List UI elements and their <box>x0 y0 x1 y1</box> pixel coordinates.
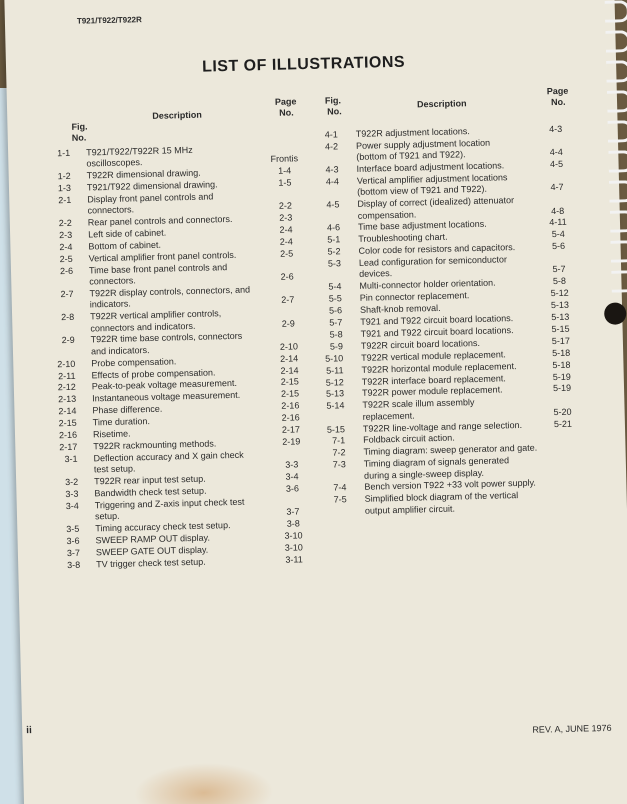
figure-description: (bottom view of T921 and T922). <box>357 184 488 198</box>
figure-description: Simplified block diagram of the vertical <box>364 490 519 505</box>
binder-ring <box>611 270 627 293</box>
figure-number: 5-2 <box>327 246 341 257</box>
binder-ring <box>610 210 627 233</box>
page-reference: 3-10 <box>284 530 303 541</box>
figure-description: Risetime. <box>92 428 131 440</box>
figure-number: 2-14 <box>58 405 77 417</box>
figure-number: 2-16 <box>58 429 78 441</box>
figure-number: 2-13 <box>58 394 77 405</box>
figure-number: 7-5 <box>333 494 347 505</box>
page-reference: 5-7 <box>552 264 566 275</box>
page-title: LIST OF ILLUSTRATIONS <box>201 53 406 76</box>
figure-description: setup. <box>94 510 120 522</box>
figure-number: 5-12 <box>325 376 344 388</box>
document-page <box>4 0 627 804</box>
figure-number: 4-5 <box>326 199 340 210</box>
figure-number: 2-4 <box>59 241 73 253</box>
page-reference: 3-11 <box>285 554 303 565</box>
figure-number: 7-4 <box>333 482 347 493</box>
figure-description: Time base adjustment locations. <box>357 219 487 233</box>
figure-description: output amplifier circuit. <box>364 503 456 516</box>
description-header-right: Description <box>416 98 467 110</box>
figure-description: Phase difference. <box>92 403 163 416</box>
figure-number: 7-3 <box>332 459 346 470</box>
figure-description: TV trigger check test setup. <box>96 556 206 570</box>
binder-ring <box>607 90 627 113</box>
figure-description: Triggering and Z-axis input check test <box>94 496 245 511</box>
page-reference: 5-13 <box>550 299 570 311</box>
page-reference: 5-17 <box>551 335 570 346</box>
figure-description: SWEEP RAMP OUT display. <box>95 532 211 546</box>
figure-number: 4-2 <box>324 141 339 152</box>
page-reference: 3-3 <box>285 459 299 470</box>
figure-description: replacement. <box>362 410 415 422</box>
figure-description: test setup. <box>93 463 136 475</box>
page-reference: 5-18 <box>552 347 571 358</box>
page-reference: 5-4 <box>551 229 565 240</box>
figure-number: 5-1 <box>327 234 341 245</box>
figure-number: 5-10 <box>325 352 344 364</box>
page-reference: 5-18 <box>552 359 571 370</box>
figure-description: (bottom of T921 and T922). <box>356 149 466 163</box>
binder-ring <box>605 30 627 53</box>
figure-number: 5-8 <box>329 329 343 340</box>
page-number: ii <box>26 724 32 737</box>
figure-number: 1-1 <box>57 147 71 159</box>
figure-description: T921 and T922 circuit board locations. <box>360 324 514 339</box>
figure-number: 3-6 <box>66 535 80 546</box>
binder-ring <box>610 240 627 263</box>
figure-number: 2-3 <box>59 229 73 241</box>
figure-description: Timing diagram of signals generated <box>363 455 510 469</box>
figure-description: Display front panel controls and <box>87 191 214 205</box>
fig-header-right: Fig. <box>324 95 342 106</box>
figure-number: 3-5 <box>66 523 80 535</box>
page-reference: 3-6 <box>285 483 300 494</box>
figure-number: 7-2 <box>332 447 346 458</box>
figure-number: 5-11 <box>326 364 344 376</box>
binder-ring <box>608 150 627 173</box>
figure-description: Bottom of cabinet. <box>88 239 162 252</box>
figure-number: 4-1 <box>324 129 338 140</box>
page-reference: 5-20 <box>553 406 572 417</box>
figure-description: Bench version T922 +33 volt power supply. <box>364 477 536 493</box>
figure-description: T922R dimensional drawing. <box>86 167 201 181</box>
page-reference: 2-17 <box>281 424 301 435</box>
figure-description: Peak-to-peak voltage measurement. <box>91 378 238 392</box>
figure-number: 2-7 <box>60 288 74 300</box>
figure-description: Timing accuracy check test setup. <box>95 520 231 534</box>
figure-description: T922R horizontal module replacement. <box>361 360 517 375</box>
figure-description: Power supply adjustment location <box>355 137 491 151</box>
figure-description: T922R vertical amplifier controls, <box>90 308 222 322</box>
page-reference: 2-19 <box>282 436 301 447</box>
page-reference: 5-21 <box>553 418 573 429</box>
page-reference: 5-12 <box>550 287 569 299</box>
figure-number: 2-17 <box>59 441 78 453</box>
figure-description: Shaft-knob removal. <box>359 302 441 315</box>
page-no-header-right: No. <box>550 96 566 108</box>
page-reference: 5-13 <box>551 311 570 323</box>
figure-number: 2-11 <box>58 370 76 381</box>
page-reference: 5-8 <box>552 276 567 287</box>
page-reference: 1-5 <box>278 177 292 188</box>
figure-number: 1-2 <box>57 171 71 182</box>
figure-description: Left side of cabinet. <box>88 227 167 240</box>
figure-description: during a single-sweep display. <box>363 467 485 481</box>
page-reference: 2-7 <box>281 294 295 306</box>
figure-number: 3-2 <box>65 476 79 488</box>
page-header: Page <box>274 96 297 107</box>
figure-description: Vertical amplifier adjustment locations <box>356 172 508 186</box>
figure-description: Rear panel controls and connectors. <box>87 214 233 228</box>
binder-hole <box>604 302 627 325</box>
figure-description: oscilloscopes. <box>86 157 143 169</box>
figure-description: SWEEP GATE OUT display. <box>95 544 209 558</box>
figure-number: 2-2 <box>58 218 72 229</box>
figure-number: 5-6 <box>328 305 343 316</box>
page-reference: Frontis <box>270 153 299 165</box>
figure-number: 4-3 <box>325 164 339 175</box>
page-reference: 2-10 <box>279 341 299 352</box>
page-reference: 2-16 <box>281 412 300 423</box>
figure-description: Probe compensation. <box>91 355 177 369</box>
page-reference: 4-8 <box>551 205 565 216</box>
figure-number: 5-3 <box>327 258 342 269</box>
page-reference: 2-3 <box>279 212 293 223</box>
page-reference: 5-6 <box>551 241 566 252</box>
binder-ring <box>606 60 627 83</box>
page-reference: 2-14 <box>280 352 299 364</box>
page-reference: 4-3 <box>549 123 563 135</box>
figure-description: and indicators. <box>90 344 150 357</box>
binder-ring <box>605 0 627 23</box>
figure-number: 5-14 <box>326 400 345 411</box>
figure-number: 5-7 <box>329 317 343 328</box>
figure-number: 2-8 <box>61 312 75 323</box>
fig-header: Fig. <box>71 121 88 132</box>
figure-number: 5-13 <box>325 388 345 400</box>
figure-number: 2-12 <box>57 382 76 393</box>
figure-description: connectors and indicators. <box>90 320 196 333</box>
figure-description: Vertical amplifier front panel controls. <box>88 249 237 264</box>
figure-number: 2-1 <box>58 194 72 206</box>
figure-description: T922R vertical module replacement. <box>361 348 506 363</box>
page-reference: 2-15 <box>280 376 299 388</box>
figure-description: T922R circuit board locations. <box>360 337 481 351</box>
page-reference: 2-16 <box>281 400 300 411</box>
figure-description: Timing diagram: sweep generator and gate. <box>363 442 538 458</box>
figure-description: T922R scale illum assembly <box>362 397 475 411</box>
figure-description: Multi-connector holder orientation. <box>359 277 496 292</box>
revision-footer: REV. A, JUNE 1976 <box>532 722 612 735</box>
figure-description: indicators. <box>89 298 131 310</box>
page-reference: 2-2 <box>278 200 293 212</box>
page-reference: 3-8 <box>286 518 300 529</box>
figure-number: 1-3 <box>57 182 72 194</box>
figure-number: 7-1 <box>332 435 346 446</box>
figure-number: 3-4 <box>65 500 79 511</box>
figure-number: 2-10 <box>57 358 76 369</box>
figure-description: Foldback circuit action. <box>363 432 455 446</box>
figure-description: connectors. <box>89 275 136 287</box>
page-reference: 4-11 <box>549 217 567 228</box>
figure-number: 2-5 <box>59 253 73 265</box>
page-reference: 2-15 <box>280 388 300 400</box>
figure-description: compensation. <box>357 208 417 221</box>
figure-description: T921/T922 dimensional drawing. <box>86 179 218 193</box>
figure-description: Troubleshooting chart. <box>358 231 448 245</box>
page-reference: 5-19 <box>552 371 571 382</box>
page-no-header: No. <box>279 107 294 118</box>
figure-description: T922R time base controls, connectors <box>90 331 243 345</box>
figure-description: T922R rear input test setup. <box>94 473 206 487</box>
binder-ring <box>609 180 627 203</box>
figure-description: T921 and T922 circuit board locations. <box>360 313 514 327</box>
figure-description: Time duration. <box>92 416 151 428</box>
figure-number: 2-6 <box>59 265 74 276</box>
page-reference: 3-7 <box>286 506 300 517</box>
description-header: Description <box>152 109 202 121</box>
page-reference: 2-14 <box>280 364 299 376</box>
figure-description: Color code for resistors and capacitors. <box>358 242 516 257</box>
page-reference: 5-19 <box>552 383 572 394</box>
figure-description: Bandwidth check test setup. <box>94 485 207 499</box>
figure-description: Deflection accuracy and X gain check <box>93 449 244 464</box>
figure-number: 5-4 <box>328 281 342 292</box>
page-header-right: Page <box>546 85 569 97</box>
figure-description: devices. <box>359 268 393 280</box>
figure-description: Display of correct (idealized) attenuator <box>357 195 515 210</box>
figure-description: connectors. <box>87 204 135 216</box>
figure-description: Instantaneous voltage measurement. <box>92 390 241 404</box>
figure-number: 2-9 <box>61 335 75 346</box>
figure-number: 3-1 <box>64 453 78 464</box>
figure-description: T922R interface board replacement. <box>361 372 506 387</box>
figure-description: T922R line-voltage and range selection. <box>362 419 523 434</box>
page-reference: 3-10 <box>284 542 303 553</box>
figure-number: 5-15 <box>326 423 346 435</box>
page-reference: 5-15 <box>551 323 570 335</box>
figure-number: 3-3 <box>65 488 79 499</box>
figure-number: 5-5 <box>328 293 342 304</box>
page-reference: 2-4 <box>279 224 293 235</box>
figure-description: Pin connector replacement. <box>359 290 470 304</box>
water-stain <box>133 761 274 804</box>
figure-description: T922R display controls, connectors, and <box>89 284 251 299</box>
page-reference: 4-4 <box>549 147 563 158</box>
figure-description: Lead configuration for semiconductor <box>358 254 508 268</box>
figure-number: 4-6 <box>326 222 341 234</box>
page-reference: 2-4 <box>279 236 293 247</box>
binder-ring <box>608 120 627 143</box>
figure-description: T922R power module replacement. <box>361 384 503 399</box>
figure-description: T922R rackmounting methods. <box>93 438 217 452</box>
figure-description: Effects of probe compensation. <box>91 366 216 380</box>
figure-description: T921/T922/T922R 15 MHz <box>86 144 193 158</box>
figure-number: 5-9 <box>329 341 344 352</box>
page-reference: 3-4 <box>285 471 299 482</box>
figure-number: 4-4 <box>325 176 340 187</box>
figure-number: 3-8 <box>67 559 81 570</box>
page-reference: 2-5 <box>280 248 294 259</box>
page-reference: 4-5 <box>549 158 564 170</box>
page-reference: 2-9 <box>281 317 295 329</box>
figure-description: Interface board adjustment locations. <box>356 160 505 174</box>
model-header: T921/T922/T922R <box>76 15 142 26</box>
figure-number: 3-7 <box>66 547 81 558</box>
fig-no-header: No. <box>71 132 87 143</box>
figure-description: Time base front panel controls and <box>88 261 228 276</box>
page-reference: 1-4 <box>278 165 292 176</box>
page-reference: 4-7 <box>550 182 564 193</box>
figure-description: T922R adjustment locations. <box>355 126 470 139</box>
fig-no-header-right: No. <box>327 106 342 117</box>
page-reference: 2-6 <box>280 271 294 282</box>
figure-number: 2-15 <box>58 417 77 429</box>
